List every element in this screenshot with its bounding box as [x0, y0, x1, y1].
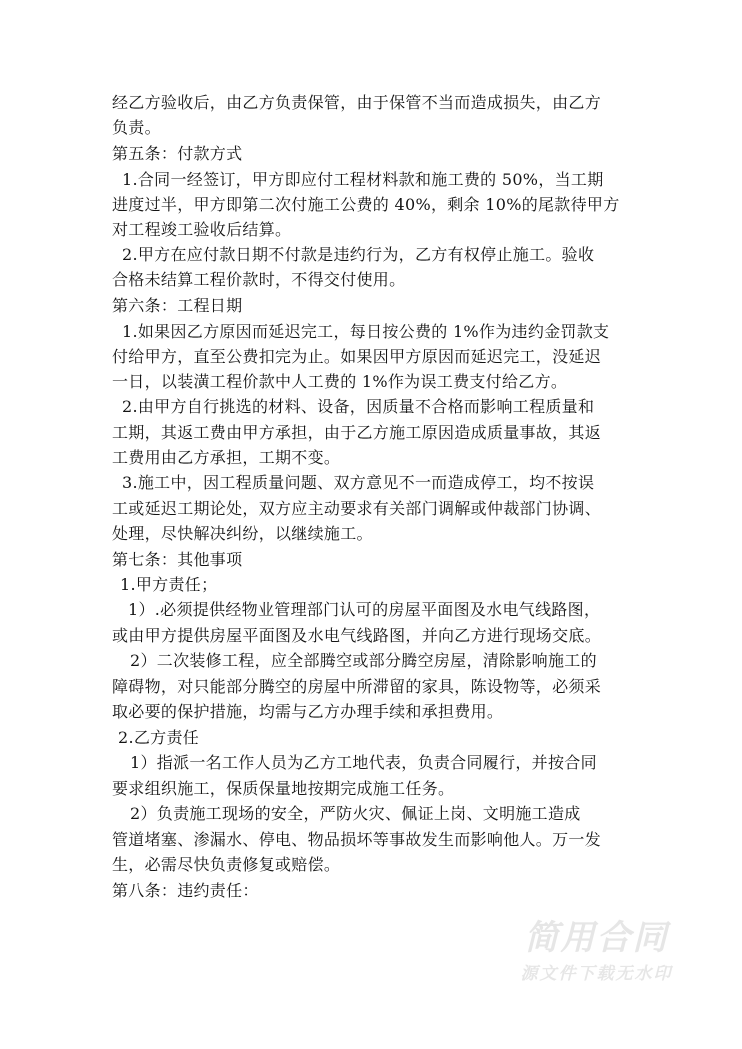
text-line: 处理，尽快解决纠纷，以继续施工。 [112, 524, 373, 543]
watermark [509, 918, 684, 986]
text-line: 对工程竣工验收后结算。 [112, 220, 292, 239]
text-line: 2.甲方在应付款日期不付款是违约行为，乙方有权停止施工。验收 [122, 245, 595, 264]
text-line: 付给甲方，直至公费扣完为止。如果因甲方原因而延迟完工，没延迟 [112, 347, 602, 366]
text-line: 障碍物，对只能部分腾空的房屋中所滞留的家具，陈设物等，必须采 [112, 677, 602, 696]
text-line: 生，必需尽快负责修复或赔偿。 [112, 855, 341, 874]
text-line: 2.乙方责任 [118, 728, 200, 747]
text-line: 工费用由乙方承担，工期不变。 [112, 448, 341, 467]
text-line: 取必要的保护措施，均需与乙方办理手续和承担费用。 [112, 702, 504, 721]
text-line: 第六条：工程日期 [112, 296, 243, 315]
text-line: 要求组织施工，保质保量地按期完成施工任务。 [112, 779, 455, 798]
text-line: 3.施工中，因工程质量问题、双方意见不一而造成停工，均不按误 [122, 473, 595, 492]
text-line: 1.甲方责任； [120, 575, 218, 594]
watermark-title: 简用合同 [524, 918, 669, 958]
text-line: 2.由甲方自行挑选的材料、设备，因质量不合格而影响工程质量和 [122, 397, 595, 416]
text-line: 第五条：付款方式 [112, 144, 243, 163]
text-line: 2）负责施工现场的安全，严防火灾、佩证上岗、文明施工造成 [130, 804, 581, 823]
text-line: 1.合同一经签订，甲方即应付工程材料款和施工费的 50%，当工期 [122, 170, 604, 189]
text-line: 负责。 [112, 118, 161, 137]
text-line: 管道堵塞、渗漏水、停电、物品损坏等事故发生而影响他人。万一发 [112, 830, 602, 849]
text-line: 1）指派一名工作人员为乙方工地代表，负责合同履行，并按合同 [130, 753, 597, 772]
text-line: 工期，其返工费由甲方承担，由于乙方施工原因造成质量事故，其返 [112, 423, 602, 442]
text-line: 一日，以装潢工程价款中人工费的 1%作为误工费支付给乙方。 [112, 372, 568, 391]
text-line: 2）二次装修工程，应全部腾空或部分腾空房屋，清除影响施工的 [130, 651, 597, 670]
text-line: 经乙方验收后，由乙方负责保管，由于保管不当而造成损失，由乙方 [112, 93, 602, 112]
text-line: 合格未结算工程价款时，不得交付使用。 [112, 270, 406, 289]
text-line: 或由甲方提供房屋平面图及水电气线路图，并向乙方进行现场交底。 [112, 626, 602, 645]
text-line: 工或延迟工期论处，双方应主动要求有关部门调解或仲裁部门协调、 [112, 499, 602, 518]
text-line: 进度过半，甲方即第二次付施工公费的 40%，剩余 10%的尾款待甲方 [112, 195, 620, 214]
text-line: 第七条：其他事项 [112, 550, 243, 569]
text-line: 1）.必须提供经物业管理部门认可的房屋平面图及水电气线路图， [128, 600, 601, 619]
watermark-subtitle: 源文件下载无水印 [520, 964, 673, 984]
text-line: 第八条：违约责任： [112, 881, 259, 900]
text-line: 1.如果因乙方原因而延迟完工，每日按公费的 1%作为违约金罚款支 [122, 322, 610, 341]
